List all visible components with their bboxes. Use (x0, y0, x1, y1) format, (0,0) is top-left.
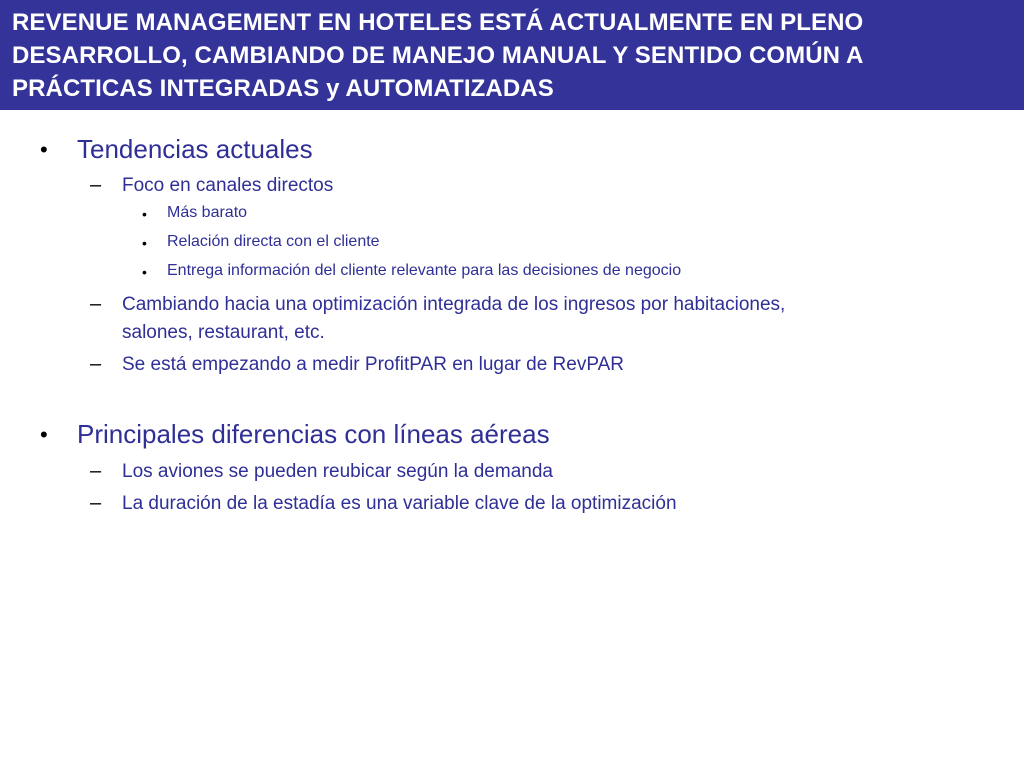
bullet-marker: • (40, 137, 48, 162)
bullet-principales-diferencias: Principales diferencias con líneas aéreas (77, 419, 550, 449)
bullet-relacion-directa: Relación directa con el cliente (167, 233, 380, 250)
sub-bullet-marker: • (142, 235, 147, 251)
bullet-duracion-estadia: La duración de la estadía es una variable clave de la optimización (122, 493, 677, 514)
bullet-aviones-reubicar: Los aviones se pueden reubicar según la demanda (122, 461, 553, 482)
dash-marker: – (90, 174, 102, 196)
slide-title-line-3: PRÁCTICAS INTEGRADAS y AUTOMATIZADAS (12, 75, 554, 102)
bullet-cambiando-optimizacion: Cambiando hacia una optimización integrada de los ingresos por habitaciones, (122, 294, 786, 315)
bullet-profitpar: Se está empezando a medir ProfitPAR en lugar de RevPAR (122, 354, 624, 375)
slide-title-line-2: DESARROLLO, CAMBIANDO DE MANEJO MANUAL Y SENTIDO COMÚN A (12, 42, 864, 69)
bullet-entrega-informacion: Entrega información del cliente relevante para las decisiones de negocio (167, 262, 682, 279)
dash-marker: – (90, 353, 102, 375)
bullet-marker: • (40, 422, 48, 447)
dash-marker: – (90, 460, 102, 482)
bullet-cambiando-optimizacion-cont: salones, restaurant, etc. (122, 322, 325, 343)
bullet-tendencias-actuales: Tendencias actuales (77, 134, 313, 164)
dash-marker: – (90, 492, 102, 514)
dash-marker: – (90, 293, 102, 315)
slide-title-line-1: REVENUE MANAGEMENT EN HOTELES ESTÁ ACTUALMENTE EN PLENO (12, 9, 864, 36)
bullet-foco-canales: Foco en canales directos (122, 175, 334, 196)
bullet-mas-barato: Más barato (167, 204, 248, 221)
sub-bullet-marker: • (142, 206, 147, 222)
sub-bullet-marker: • (142, 264, 147, 280)
